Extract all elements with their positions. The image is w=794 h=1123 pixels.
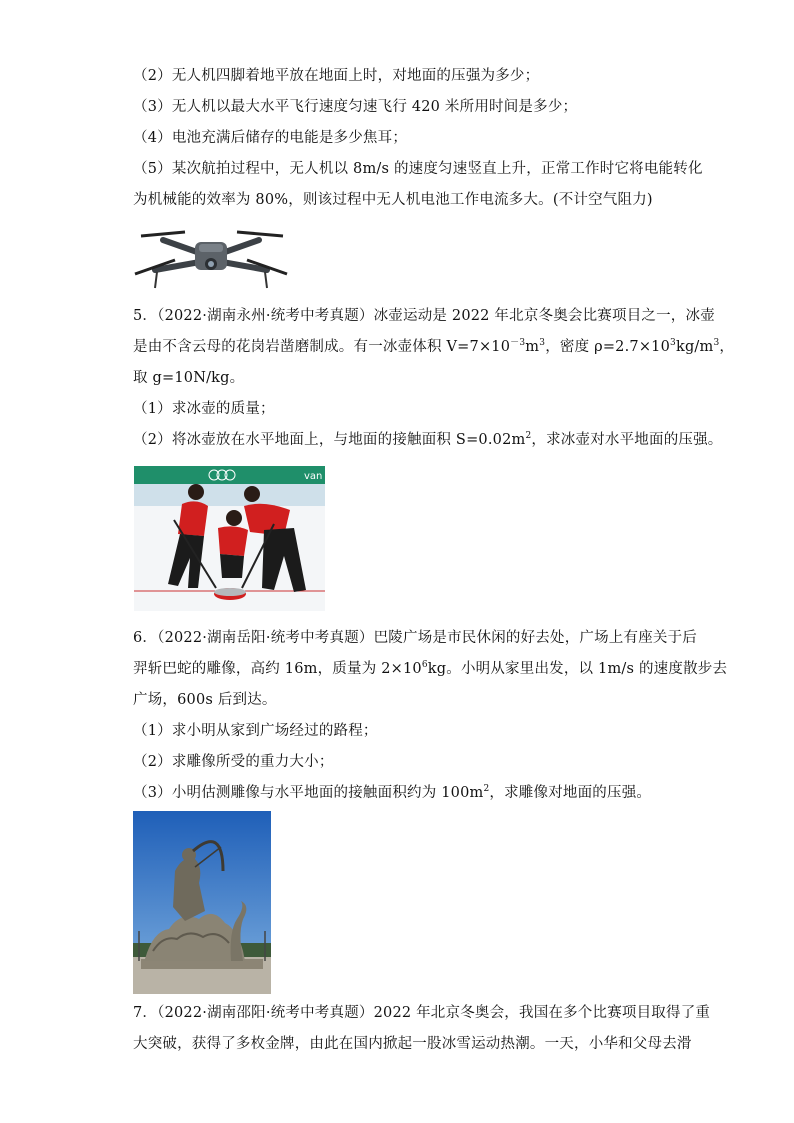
curling-photo bbox=[134, 466, 325, 611]
q4-part-3: （3）无人机以最大水平飞行速度匀速飞行 420 米所用时间是多少； bbox=[133, 99, 578, 115]
banner-text: van bbox=[304, 471, 323, 482]
q5-stem-line-1: 5．（2022·湖南永州·统考中考真题）冰壶运动是 2022 年北京冬奥会比赛项目之一，冰壶 bbox=[133, 308, 715, 324]
q7-stem-line-1: 7．（2022·湖南邵阳·统考中考真题）2022 年北京冬奥会，我国在多个比赛项目取得了重 bbox=[133, 1005, 711, 1021]
drone-image bbox=[133, 222, 289, 292]
q7-stem-line-2: 大突破，获得了多枚金牌，由此在国内掀起一股冰雪运动热潮。一天，小华和父母去滑 bbox=[133, 1036, 692, 1052]
q5-part-2: （2）将冰壶放在水平地面上，与地面的接触面积 $S=0.02m^2$，求冰壶对水平地面的压强。 bbox=[133, 431, 723, 448]
q6-part-1: （1）求小明从家到广场经过的路程； bbox=[133, 723, 378, 739]
q5-part-1: （1）求冰壶的质量； bbox=[133, 401, 275, 417]
statue-photo bbox=[133, 811, 271, 994]
q4-part-5: （5）某次航拍过程中，无人机以 8m/s 的速度匀速竖直上升，正常工作时它将电能转化 bbox=[133, 161, 703, 177]
q6-stem-line-2: 羿斩巴蛇的雕像，高约 16m，质量为 $2\times 10^6kg$。小明从家里出发，以 1m/s 的速度散步去 bbox=[133, 660, 728, 677]
q6-part-3: （3）小明估测雕像与水平地面的接触面积约为 $100m^2$，求雕像对地面的压强。 bbox=[133, 784, 652, 801]
q4-part-4: （4）电池充满后储存的电能是多少焦耳； bbox=[133, 130, 408, 146]
q4-part-5-cont: 为机械能的效率为 80%，则该过程中无人机电池工作电流多大。(不计空气阻力) bbox=[133, 192, 653, 208]
q5-stem-line-3: 取 g=10N/kg。 bbox=[133, 370, 245, 386]
q6-part-2: （2）求雕像所受的重力大小； bbox=[133, 754, 334, 770]
q6-stem-line-3: 广场，600s 后到达。 bbox=[133, 692, 277, 708]
q4-part-2: （2）无人机四脚着地平放在地面上时，对地面的压强为多少； bbox=[133, 68, 540, 84]
q6-stem-line-1: 6．（2022·湖南岳阳·统考中考真题）巴陵广场是市民休闲的好去处，广场上有座关于后 bbox=[133, 630, 697, 646]
q5-stem-line-2: 是由不含云母的花岗岩凿磨制成。有一冰壶体积 $V=7\times 10^{-3}m^3$，密度 $\rho=2.7\times 10^3kg/m^3$， bbox=[133, 338, 735, 355]
